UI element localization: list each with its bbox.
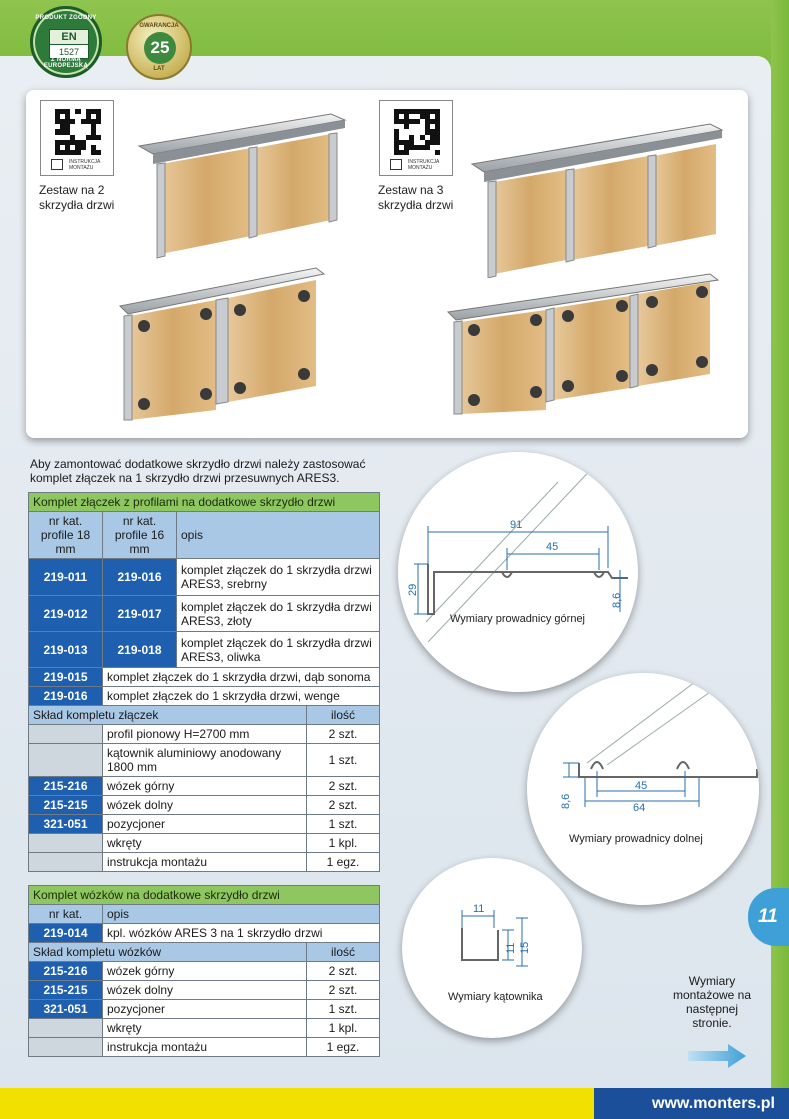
catalog-code: 321-051 [29, 1000, 103, 1019]
item-name: wózek górny [103, 962, 307, 981]
item-name: wózek dolny [103, 796, 307, 815]
catalog-code [29, 725, 103, 744]
set2-top-track-image [131, 108, 351, 268]
row-description: komplet złączek do 1 skrzydła drzwi ARES3, złoty [177, 596, 380, 632]
row-description: komplet złączek do 1 skrzydła drzwi ARES3, oliwka [177, 632, 380, 668]
catalog-code: 321-051 [29, 815, 103, 834]
catalog-code: 219-015 [29, 668, 103, 687]
item-quantity: 1 egz. [307, 1038, 380, 1057]
qr-code-set3[interactable] [379, 100, 453, 176]
intro-text: Aby zamontować dodatkowe skrzydło drzwi należy zastosować komplet złączek na 1 skrzydło drzwi przesuwnych ARES3. [30, 457, 366, 485]
catalog-code [29, 834, 103, 853]
set3-top-track-image [466, 118, 726, 278]
table-row [29, 725, 380, 744]
table-row [29, 687, 380, 706]
table1-col-18mm: nr kat. profile 18 mm [29, 512, 103, 559]
catalog-code: 215-215 [29, 796, 103, 815]
footer-url[interactable]: www.monters.pl [594, 1088, 789, 1119]
table1-col-16mm: nr kat. profile 16 mm [103, 512, 177, 559]
table-row [29, 1000, 380, 1019]
bottom-guide-drawing [527, 673, 759, 905]
catalog-code: 219-011 [29, 559, 103, 596]
catalog-code [29, 853, 103, 872]
pen-icon [51, 159, 63, 170]
en-standard-badge [30, 6, 102, 78]
catalog-code: 219-014 [29, 924, 103, 943]
item-quantity: 2 szt. [307, 962, 380, 981]
item-name: wózek górny [103, 777, 307, 796]
table1-col-desc: opis [177, 512, 380, 559]
badge-en-code: EN [50, 30, 88, 45]
angle-drawing [402, 858, 582, 1038]
side-band [771, 0, 789, 1119]
set3-bottom-track-image [446, 270, 736, 420]
table-row [29, 777, 380, 796]
product-panel [26, 90, 748, 438]
top-guide-drawing [398, 452, 638, 692]
qr-code-set2[interactable] [40, 100, 114, 176]
next-page-note: Wymiary montażowe na następnej stronie. [672, 974, 752, 1030]
catalog-code [29, 1038, 103, 1057]
dim-angle-w1: 11 [473, 903, 485, 915]
badge-en-top-text: PRODUKT ZGODNY [35, 15, 97, 21]
catalog-code: 215-216 [29, 962, 103, 981]
dim-top-h2: 8,6 [611, 592, 623, 608]
table1-qty-title: ilość [307, 706, 380, 725]
table2-composition-title: Skład kompletu wózków [29, 943, 307, 962]
qr-caption: INSTRUKCJA MONTAŻU [69, 159, 101, 171]
item-name: instrukcja montażu [103, 853, 307, 872]
dim-bottom-h1: 8,6 [560, 793, 572, 809]
table1-title: Komplet złączek z profilami na dodatkowe skrzydło drzwi [29, 493, 380, 512]
table1-composition-title: Skład kompletu złączek [29, 706, 307, 725]
angle-dimension-circle [402, 858, 582, 1038]
qr-caption: INSTRUKCJA MONTAŻU [408, 159, 440, 171]
item-quantity: 2 szt. [307, 796, 380, 815]
item-quantity: 2 szt. [307, 777, 380, 796]
table-row [29, 1019, 380, 1038]
badge-en-box [49, 29, 89, 59]
table-row [29, 668, 380, 687]
angle-caption: Wymiary kątownika [448, 991, 543, 1003]
dim-top-w2: 45 [546, 541, 559, 553]
fittings-kit-table [28, 492, 380, 872]
table2-col-desc: opis [103, 905, 380, 924]
catalog-code: 219-016 [103, 559, 177, 596]
item-name: kątownik aluminiowy anodowany 1800 mm [103, 744, 307, 777]
item-name: pozycjoner [103, 1000, 307, 1019]
catalog-code: 219-016 [29, 687, 103, 706]
catalog-code [29, 744, 103, 777]
catalog-code: 215-215 [29, 981, 103, 1000]
set3-label: Zestaw na 3 skrzydła drzwi [378, 183, 454, 212]
dim-top-h1: 29 [407, 583, 419, 596]
dim-angle-h1: 11 [505, 942, 517, 954]
catalog-code: 219-017 [103, 596, 177, 632]
qr-pattern [394, 109, 440, 155]
badge-en-number: 1527 [58, 47, 80, 57]
carriage-kit-table [28, 885, 380, 1057]
table2-col-code: nr kat. [29, 905, 103, 924]
table-row [29, 924, 380, 943]
item-quantity: 1 szt. [307, 815, 380, 834]
top-guide-caption: Wymiary prowadnicy górnej [450, 613, 586, 625]
item-quantity: 2 szt. [307, 981, 380, 1000]
row-description: komplet złączek do 1 skrzydła drzwi, dąb sonoma [103, 668, 380, 687]
warranty-top-text: GWARANCJA [139, 23, 179, 29]
table-row [29, 962, 380, 981]
bottom-guide-caption: Wymiary prowadnicy dolnej [569, 833, 703, 845]
item-quantity: 1 szt. [307, 1000, 380, 1019]
table-row [29, 596, 380, 632]
item-quantity: 1 kpl. [307, 834, 380, 853]
qr-pattern [55, 109, 101, 155]
warranty-bottom-text: LAT [153, 66, 165, 72]
item-name: wkręty [103, 834, 307, 853]
item-quantity: 1 kpl. [307, 1019, 380, 1038]
item-name: wkręty [103, 1019, 307, 1038]
item-quantity: 1 szt. [307, 744, 380, 777]
table-row [29, 1038, 380, 1057]
table2-title: Komplet wózków na dodatkowe skrzydło drzwi [29, 886, 380, 905]
row-description: kpl. wózków ARES 3 na 1 skrzydło drzwi [103, 924, 380, 943]
table-row [29, 632, 380, 668]
catalog-code: 215-216 [29, 777, 103, 796]
warranty-years: 25 [144, 32, 176, 64]
item-name: wózek dolny [103, 981, 307, 1000]
table-row [29, 796, 380, 815]
top-guide-dimension-circle [398, 452, 638, 692]
table-row [29, 834, 380, 853]
pen-icon [390, 159, 402, 170]
item-name: pozycjoner [103, 815, 307, 834]
catalog-code: 219-013 [29, 632, 103, 668]
table-row [29, 853, 380, 872]
set2-bottom-track-image [116, 262, 346, 422]
item-name: instrukcja montażu [103, 1038, 307, 1057]
warranty-badge [126, 14, 192, 80]
row-description: komplet złączek do 1 skrzydła drzwi ARES3, srebrny [177, 559, 380, 596]
dim-bottom-w2: 64 [633, 802, 646, 814]
dim-bottom-w1: 45 [635, 780, 648, 792]
item-quantity: 2 szt. [307, 725, 380, 744]
dim-angle-h2: 15 [519, 941, 531, 954]
table2-qty-title: ilość [307, 943, 380, 962]
right-arrow-icon [688, 1044, 746, 1068]
table-row [29, 981, 380, 1000]
set2-label: Zestaw na 2 skrzydła drzwi [39, 183, 115, 212]
bottom-guide-dimension-circle [527, 673, 759, 905]
catalog-code: 219-012 [29, 596, 103, 632]
table-row [29, 559, 380, 596]
badge-en-bottom-text: Z NORMĄ EUROPEJSKĄ [43, 57, 89, 69]
table-row [29, 815, 380, 834]
item-name: profil pionowy H=2700 mm [103, 725, 307, 744]
catalog-code: 219-018 [103, 632, 177, 668]
page-number: 11 [748, 888, 789, 946]
catalog-code [29, 1019, 103, 1038]
item-quantity: 1 egz. [307, 853, 380, 872]
row-description: komplet złączek do 1 skrzydła drzwi, wenge [103, 687, 380, 706]
table-row [29, 744, 380, 777]
dim-top-w1: 91 [510, 519, 523, 531]
